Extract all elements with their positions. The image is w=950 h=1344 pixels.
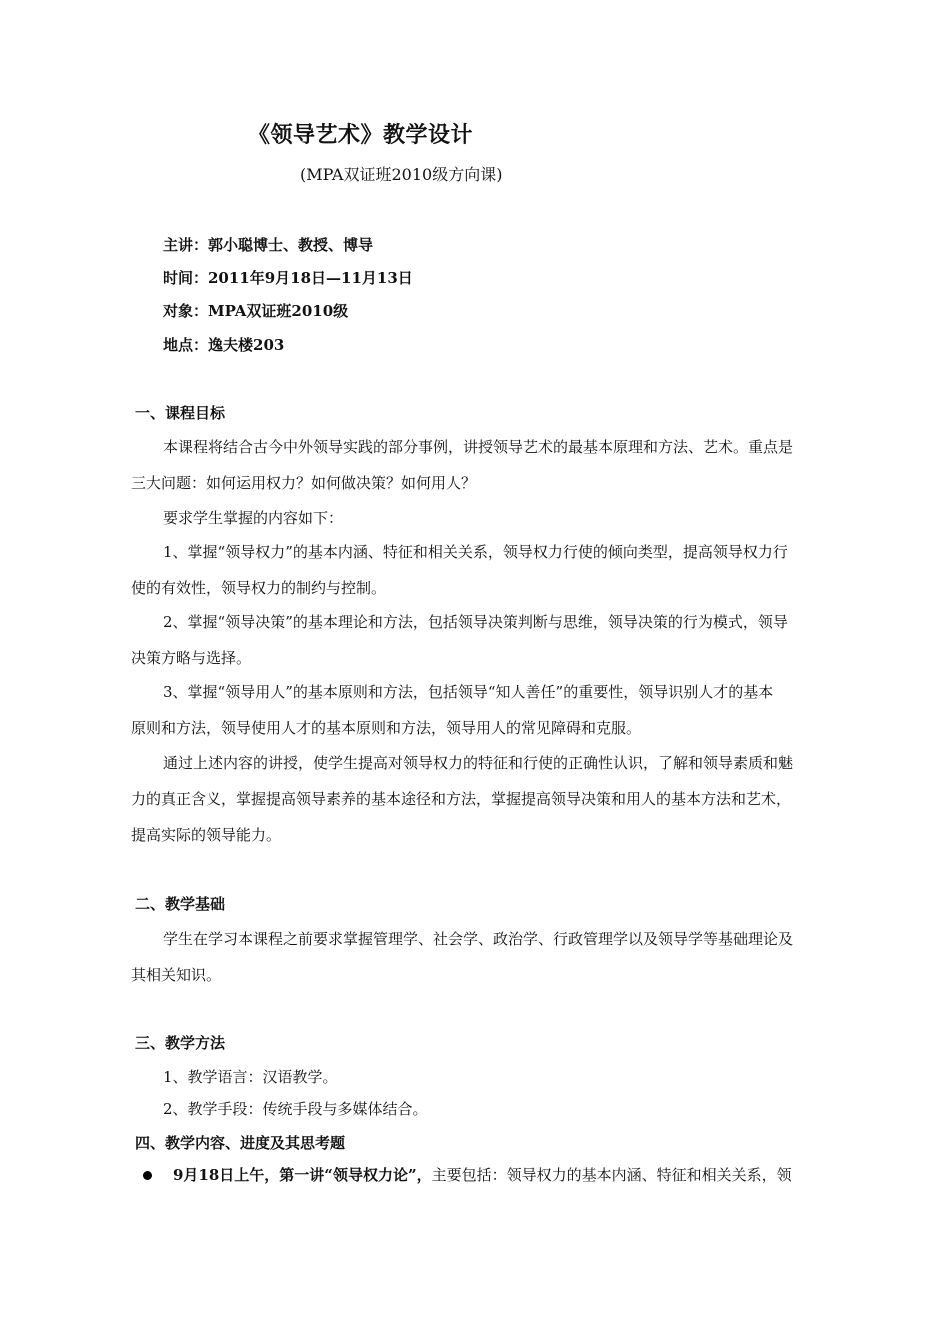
- goals-item-line: 决策方略与选择。: [131, 649, 252, 667]
- document-subtitle: (MPA双证班2010级方向课): [300, 165, 503, 184]
- bullet-dot-icon: [143, 1171, 152, 1180]
- foundation-paragraph-line: 学生在学习本课程之前要求掌握管理学、社会学、政治学、行政管理学以及领导学等基础理论及: [163, 930, 794, 948]
- goals-paragraph-line: 提高实际的领导能力。: [131, 826, 282, 844]
- section-heading-goals: 一、课程目标: [135, 404, 226, 422]
- foundation-paragraph-line: 其相关知识。: [131, 966, 222, 984]
- bullet-bold-text: 9月18日上午，第一讲“领导权力论”，: [173, 1166, 432, 1184]
- meta-time: 时间：2011年9月18日—11月13日: [163, 269, 413, 287]
- goals-item-line: 3、掌握“领导用人”的基本原则和方法，包括领导“知人善任”的重要性，领导识别人才的基本: [163, 683, 774, 701]
- methods-item-line: 2、教学手段：传统手段与多媒体结合。: [163, 1100, 428, 1118]
- goals-item-line: 使的有效性，领导权力的制约与控制。: [131, 579, 387, 597]
- meta-location: 地点：逸夫楼203: [163, 336, 285, 354]
- bullet-text: 主要包括：领导权力的基本内涵、特征和相关关系，领: [431, 1166, 792, 1184]
- goals-item-line: 原则和方法，领导使用人才的基本原则和方法，领导用人的常见障碍和克服。: [131, 719, 642, 737]
- goals-item-line: 2、掌握“领导决策”的基本理论和方法，包括领导决策判断与思维，领导决策的行为模式，领导: [163, 613, 788, 631]
- methods-item-line: 1、教学语言：汉语教学。: [163, 1068, 338, 1086]
- goals-item-line: 1、掌握“领导权力”的基本内涵、特征和相关关系，领导权力行使的倾向类型，提高领导权力行: [163, 543, 788, 561]
- goals-paragraph-line: 本课程将结合古今中外领导实践的部分事例，讲授领导艺术的最基本原理和方法、艺术。重点是: [163, 438, 794, 456]
- section-heading-content: 四、教学内容、进度及其思考题: [135, 1134, 346, 1152]
- goals-paragraph-line: 三大问题：如何运用权力？如何做决策？如何用人？: [131, 474, 477, 492]
- goals-paragraph-line: 要求学生掌握的内容如下：: [163, 509, 344, 527]
- meta-audience: 对象：MPA双证班2010级: [163, 302, 349, 320]
- goals-paragraph-line: 力的真正含义，掌握提高领导素养的基本途径和方法，掌握提高领导决策和用人的基本方法和艺术，: [131, 790, 792, 808]
- section-heading-methods: 三、教学方法: [135, 1034, 226, 1052]
- document-title: 《领导艺术》教学设计: [248, 122, 474, 148]
- goals-paragraph-line: 通过上述内容的讲授，使学生提高对领导权力的特征和行使的正确性认识，了解和领导素质和魅: [163, 754, 794, 772]
- content-bullet-item: [143, 1164, 792, 1185]
- section-heading-foundation: 二、教学基础: [135, 895, 226, 913]
- meta-lecturer: 主讲：郭小聪博士、教授、博导: [163, 236, 374, 254]
